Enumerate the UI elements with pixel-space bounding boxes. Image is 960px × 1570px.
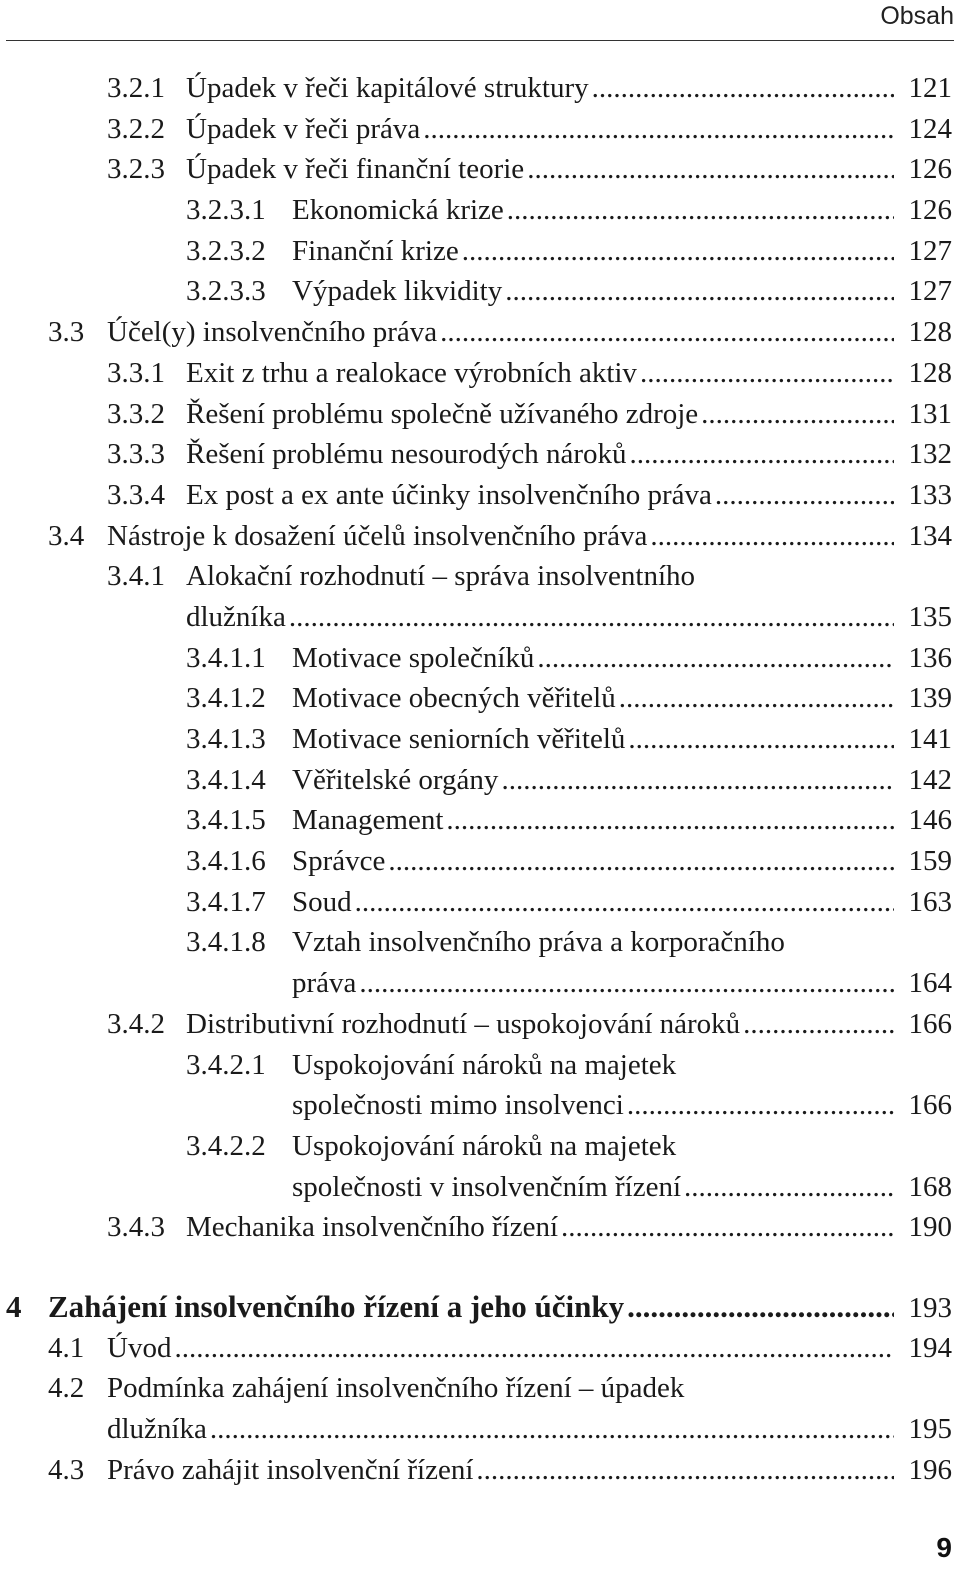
toc-entry-body (107, 1450, 952, 1491)
toc-entry-title: Vztah insolvenčního práva a korporačního (292, 926, 785, 959)
dot-leader (210, 1409, 894, 1450)
dot-leader (359, 963, 894, 1004)
dot-leader (174, 1328, 894, 1369)
toc-entry-page: 124 (908, 112, 952, 145)
toc-entry-page: 128 (908, 356, 952, 389)
toc-entry[interactable] (0, 800, 960, 841)
toc-entry-number: 3.3.1 (107, 356, 165, 389)
toc-entry-body (292, 760, 952, 801)
toc-entry-number: 4.3 (48, 1453, 85, 1486)
toc-entry-page: 127 (908, 234, 952, 267)
toc-entry-page: 166 (908, 1089, 952, 1122)
toc-entry-title: Motivace obecných věřitelů (292, 682, 616, 715)
toc-entry-number: 3.4.1.1 (186, 641, 266, 674)
toc-entry-title: Úpadek v řeči práva (186, 112, 421, 145)
toc-entry-body (186, 68, 952, 109)
toc-entry[interactable] (0, 1126, 960, 1207)
toc-entry-body (186, 1207, 952, 1248)
toc-entry[interactable] (0, 109, 960, 150)
toc-entry-body (186, 434, 952, 475)
toc-entry-title: Úpadek v řeči finanční teorie (186, 153, 525, 186)
toc-entry-page: 127 (908, 275, 952, 308)
toc-entry[interactable] (0, 1328, 960, 1369)
toc-entry[interactable] (0, 678, 960, 719)
toc-entry-title: Motivace seniorních věřitelů (292, 723, 626, 756)
toc-entry-number: 3.2.3.1 (186, 194, 266, 227)
toc-entry-number: 3.4.1.6 (186, 845, 266, 878)
toc-entry-body (186, 109, 952, 150)
toc-entry[interactable] (0, 516, 960, 557)
toc-entry[interactable] (0, 882, 960, 923)
dot-leader (440, 312, 894, 353)
toc-entry-page: 142 (908, 763, 952, 796)
toc-entry-number: 3.4 (48, 519, 85, 552)
toc-entry[interactable] (0, 760, 960, 801)
toc-entry-number: 3.4.1.3 (186, 723, 266, 756)
dot-leader (650, 516, 894, 557)
toc-entry-body (292, 1126, 952, 1207)
toc-entry[interactable] (0, 841, 960, 882)
toc-entry-number: 3.4.1.2 (186, 682, 266, 715)
toc-entry-page: 126 (908, 153, 952, 186)
toc-entry-body (186, 394, 952, 435)
toc-entry-page: 121 (908, 72, 952, 104)
toc-entry-title: Alokační rozhodnutí – správa insolventního (186, 560, 696, 593)
toc-entry-number: 3.2.3 (107, 153, 165, 186)
toc-entry-number: 3.2.3.3 (186, 275, 266, 308)
toc-entry[interactable] (0, 556, 960, 637)
toc-entry-body (292, 922, 952, 1003)
toc-entry-title: Výpadek likvidity (292, 275, 503, 308)
toc-entry-page: 126 (908, 194, 952, 227)
toc-entry-page: 135 (908, 600, 952, 633)
toc-entry-title: Mechanika insolvenčního řízení (186, 1211, 559, 1244)
toc-entry-title: Řešení problému společně užívaného zdroje (186, 397, 699, 430)
toc-entry-title: Ekonomická krize (292, 194, 504, 227)
toc-entry-title: Úvod (107, 1331, 172, 1364)
toc-entry-body (186, 556, 952, 637)
toc-entry-page: 133 (908, 478, 952, 511)
toc-entry-number: 3.4.2 (107, 1007, 165, 1040)
dot-leader (630, 434, 894, 475)
toc-entry-title: Soud (292, 885, 352, 918)
toc-entry[interactable] (0, 231, 960, 272)
toc-entry-page: 163 (908, 885, 952, 918)
toc-entry-number: 3.4.1 (107, 560, 165, 593)
dot-leader (462, 231, 894, 272)
toc-entry-number: 3.3.4 (107, 478, 165, 511)
toc-entry-page: 168 (908, 1170, 952, 1203)
toc-entry-body (186, 475, 952, 516)
dot-leader (505, 271, 894, 312)
toc-entry-title: Věřitelské orgány (292, 763, 499, 796)
dot-leader (537, 638, 894, 679)
toc-entry-number: 3.3.2 (107, 397, 165, 430)
dot-leader (388, 841, 894, 882)
dot-leader (684, 1167, 894, 1208)
toc-entry-page: 134 (908, 519, 952, 552)
toc-entry-title: Management (292, 804, 444, 837)
dot-leader (743, 1004, 894, 1045)
toc-entry[interactable] (0, 312, 960, 353)
toc-entry-title: Právo zahájit insolvenční řízení (107, 1453, 474, 1486)
toc-entry-title: Řešení problému nesourodých nároků (186, 438, 627, 471)
dot-leader (501, 760, 894, 801)
toc-entry-page: 131 (908, 397, 952, 430)
dot-leader (627, 1085, 894, 1126)
dot-leader (423, 109, 894, 150)
toc-entry-title: Nástroje k dosažení účelů insolvenčního práva (107, 519, 648, 552)
toc-entry[interactable] (0, 922, 960, 1003)
toc-entry[interactable] (0, 1368, 960, 1449)
toc-entry-page: 132 (908, 438, 952, 471)
toc-entry-body (292, 719, 952, 760)
toc-entry-body (186, 149, 952, 190)
dot-leader (507, 190, 894, 231)
toc-entry-body (292, 271, 952, 312)
toc-entry[interactable] (0, 394, 960, 435)
toc-entry[interactable] (0, 68, 960, 109)
toc-entry-body (48, 1287, 952, 1329)
toc-entry-number: 3.3 (48, 316, 85, 349)
toc-entry[interactable] (0, 638, 960, 679)
toc-entry-page: 164 (908, 967, 952, 1000)
toc-entry-title-continued: dlužníka (186, 600, 286, 633)
toc-entry-number: 3.4.2.1 (186, 1048, 266, 1081)
running-header: Obsah (880, 2, 954, 30)
toc-entry-title-continued: společnosti mimo insolvenci (292, 1089, 624, 1122)
toc-entry-body (186, 1004, 952, 1045)
toc-entry-body (292, 638, 952, 679)
table-of-contents (0, 68, 960, 1490)
dot-leader (619, 678, 894, 719)
page-number: 9 (936, 1532, 952, 1563)
dot-leader (561, 1207, 894, 1248)
toc-entry-page: 136 (908, 641, 952, 674)
dot-leader (715, 475, 894, 516)
dot-leader (701, 394, 894, 435)
dot-leader (476, 1450, 894, 1491)
toc-entry[interactable] (0, 149, 960, 190)
toc-entry-number: 3.4.1.7 (186, 885, 266, 918)
toc-entry-number: 3.4.1.4 (186, 763, 266, 796)
toc-entry-title: Zahájení insolvenčního řízení a jeho účinky (48, 1289, 625, 1324)
toc-entry-body (292, 882, 952, 923)
toc-entry-title: Uspokojování nároků na majetek (292, 1048, 677, 1081)
toc-entry-number: 4 (6, 1289, 22, 1324)
toc-entry-page: 141 (908, 723, 952, 756)
toc-entry-title: Podmínka zahájení insolvenčního řízení – úpadek (107, 1372, 685, 1405)
toc-entry[interactable] (0, 434, 960, 475)
toc-entry-number: 4.2 (48, 1372, 85, 1405)
toc-entry-page: 139 (908, 682, 952, 715)
dot-leader (627, 1287, 894, 1328)
toc-entry[interactable] (0, 1450, 960, 1491)
toc-entry-body (292, 1045, 952, 1126)
toc-entry-page: 195 (908, 1413, 952, 1446)
toc-entry-body (107, 516, 952, 557)
toc-entry[interactable] (0, 1207, 960, 1248)
toc-entry-number: 3.4.1.8 (186, 926, 266, 959)
toc-entry-title-continued: společnosti v insolvenčním řízení (292, 1170, 682, 1203)
toc-entry[interactable] (0, 719, 960, 760)
toc-entry-title-continued: práva (292, 967, 357, 1000)
toc-entry-body (107, 312, 952, 353)
toc-entry-title-continued: dlužníka (107, 1413, 207, 1446)
toc-entry[interactable] (0, 1004, 960, 1045)
toc-entry-title: Úpadek v řeči kapitálové struktury (186, 72, 589, 104)
toc-entry-title: Finanční krize (292, 234, 459, 267)
toc-entry-number: 3.2.3.2 (186, 234, 266, 267)
toc-entry-body (292, 231, 952, 272)
toc-entry-number: 3.2.2 (107, 112, 165, 145)
toc-entry-page: 193 (908, 1292, 952, 1324)
toc-entry-page: 128 (908, 316, 952, 349)
header-rule (6, 40, 954, 41)
toc-entry-number: 3.2.1 (107, 72, 165, 104)
toc-entry-title: Distributivní rozhodnutí – uspokojování nároků (186, 1007, 741, 1040)
toc-entry-number: 3.4.2.2 (186, 1129, 266, 1162)
dot-leader (527, 149, 894, 190)
toc-entry-body (292, 190, 952, 231)
toc-entry[interactable] (0, 271, 960, 312)
toc-entry[interactable] (0, 475, 960, 516)
dot-leader (640, 353, 894, 394)
toc-entry-number: 3.3.3 (107, 438, 165, 471)
toc-entry-title: Správce (292, 845, 386, 878)
toc-entry-page: 190 (908, 1211, 952, 1244)
dot-leader (289, 597, 894, 638)
toc-entry[interactable] (0, 1287, 960, 1328)
toc-entry-page: 159 (908, 845, 952, 878)
toc-entry-page: 194 (908, 1331, 952, 1364)
toc-entry-number: 3.4.1.5 (186, 804, 266, 837)
toc-entry-page: 196 (908, 1453, 952, 1486)
toc-entry[interactable] (0, 190, 960, 231)
toc-entry-page: 146 (908, 804, 952, 837)
toc-entry-number: 3.4.3 (107, 1211, 165, 1244)
toc-entry-body (292, 841, 952, 882)
toc-entry[interactable] (0, 1045, 960, 1126)
toc-entry-title: Motivace společníků (292, 641, 535, 674)
toc-entry-title: Uspokojování nároků na majetek (292, 1129, 677, 1162)
dot-leader (592, 68, 894, 109)
toc-entry-title: Ex post a ex ante účinky insolvenčního práva (186, 478, 712, 511)
dot-leader (355, 882, 894, 923)
toc-entry-title: Účel(y) insolvenčního práva (107, 316, 438, 349)
toc-entry-body (292, 800, 952, 841)
toc-entry-body (107, 1368, 952, 1449)
toc-entry-body (186, 353, 952, 394)
toc-entry-body (292, 678, 952, 719)
dot-leader (446, 800, 894, 841)
toc-entry-number: 4.1 (48, 1331, 85, 1364)
dot-leader (628, 719, 894, 760)
toc-entry-page: 166 (908, 1007, 952, 1040)
toc-entry[interactable] (0, 353, 960, 394)
toc-entry-title: Exit z trhu a realokace výrobních aktiv (186, 356, 637, 389)
section-gap (0, 1248, 960, 1287)
toc-entry-body (107, 1328, 952, 1369)
